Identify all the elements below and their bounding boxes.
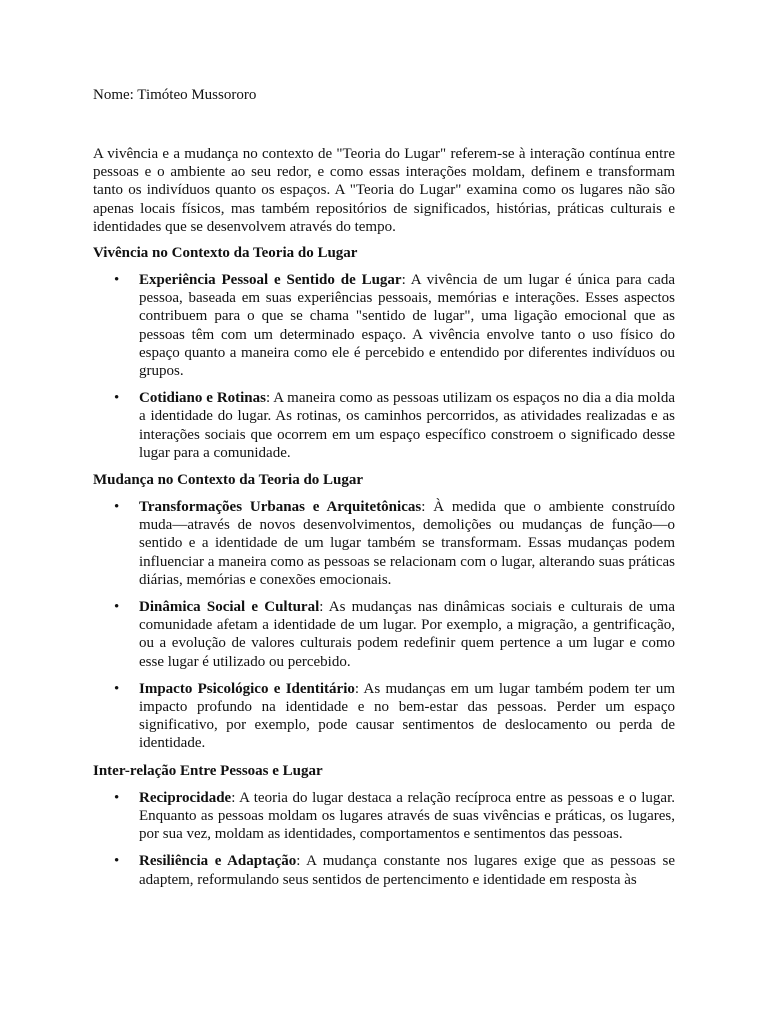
- list-item: [93, 389, 675, 462]
- item-description: : A vivência de um lugar é única para cada pessoa, baseada em suas experiências pessoais, memórias e interações. Esses aspectos contribuem para o que se chama "sentido de lugar", uma ligação emocional que as pessoas têm com um determinado espaço. A vivência envolve tanto o uso físico do espaço quanto a maneira como ele é percebido e entendido por diferentes indivíduos ou grupos.: [139, 272, 675, 380]
- bullet-icon: •: [114, 499, 120, 516]
- list-item: [93, 789, 675, 844]
- list-item-text: [139, 789, 675, 844]
- item-term: Impacto Psicológico e Identitário: [139, 680, 355, 697]
- item-term: Reciprocidade: [139, 789, 232, 806]
- item-description: : A maneira como as pessoas utilizam os espaços no dia a dia molda a identidade do lugar. As rotinas, os caminhos percorridos, as atividades realizadas e as interações sociais que ocorrem em um espaço específico constroem o significado desse lugar para a comunidade.: [139, 390, 675, 461]
- list-item: [93, 852, 675, 888]
- section-heading-mudanca: Mudança no Contexto da Teoria do Lugar: [93, 472, 364, 489]
- list-item-text: [139, 680, 675, 753]
- bullet-icon: •: [114, 599, 120, 616]
- section-heading-vivencia: Vivência no Contexto da Teoria do Lugar: [93, 245, 358, 262]
- item-description: : À medida que o ambiente construído muda—através de novos desenvolvimentos, demolições ou mudanças de função—o sentido e a identidade de um lugar também se transformam. Essas mudanças podem influenciar a maneira como as pessoas se relacionam com o lugar, alterando suas práticas diárias, memórias e conexões emocionais.: [139, 499, 675, 588]
- bullet-icon: •: [114, 853, 120, 870]
- bullet-list-vivencia: [93, 271, 675, 462]
- section-heading-inter-relacao: Inter-relação Entre Pessoas e Lugar: [93, 762, 323, 779]
- bullet-list-inter-relacao: [93, 789, 675, 889]
- bullet-icon: •: [114, 390, 120, 407]
- list-item-text: [139, 498, 675, 589]
- list-item: [93, 598, 675, 671]
- item-term: Transformações Urbanas e Arquitetônicas: [139, 499, 422, 516]
- item-term: Resiliência e Adaptação: [139, 853, 297, 870]
- item-description: : A mudança constante nos lugares exige que as pessoas se adaptem, reformulando seus sentidos de pertencimento e identidade em resposta às: [139, 853, 676, 888]
- list-item: [93, 498, 675, 589]
- author-name: Nome: Timóteo Mussororo: [93, 87, 257, 103]
- list-item: [93, 271, 675, 380]
- list-item-text: [139, 852, 675, 888]
- document-page: [93, 86, 675, 898]
- list-item: [93, 680, 675, 753]
- item-term: Dinâmica Social e Cultural: [139, 599, 320, 616]
- item-description: : As mudanças em um lugar também podem ter um impacto profundo na identidade e no bem-estar das pessoas. Perder um espaço significativo, por exemplo, pode causar sentimentos de deslocamento ou perda de identidade.: [139, 680, 676, 752]
- list-item-text: [139, 271, 675, 380]
- bullet-icon: •: [114, 680, 120, 697]
- list-item-text: [139, 598, 675, 671]
- item-term: Cotidiano e Rotinas: [139, 390, 266, 407]
- bullet-icon: •: [114, 272, 120, 289]
- intro-paragraph: A vivência e a mudança no contexto de "Teoria do Lugar" referem-se à interação contínua entre pessoas e o ambiente ao seu redor, e como essas interações moldam, definem e transformam tanto os indivíduos quanto os espaços. A "Teoria do Lugar" examina como os lugares não são apenas locais físicos, mas também repositórios de significados, histórias, práticas culturais e identidades que se desenvolvem através do tempo.: [93, 146, 675, 235]
- bullet-list-mudanca: [93, 498, 675, 753]
- item-description: : A teoria do lugar destaca a relação recíproca entre as pessoas e o lugar. Enquanto as pessoas moldam os lugares através de suas vivências e práticas, os lugares, por sua vez, moldam as identidades, comportamentos e sentimentos das pessoas.: [139, 789, 675, 843]
- item-term: Experiência Pessoal e Sentido de Lugar: [139, 272, 402, 289]
- list-item-text: [139, 389, 675, 462]
- bullet-icon: •: [114, 789, 120, 806]
- item-description: : As mudanças nas dinâmicas sociais e culturais de uma comunidade afetam a identidade de um lugar. Por exemplo, a migração, a gentrificação, ou a evolução de valores culturais podem redefinir quem pertence a um lugar e como esse lugar é utilizado ou percebido.: [139, 599, 675, 670]
